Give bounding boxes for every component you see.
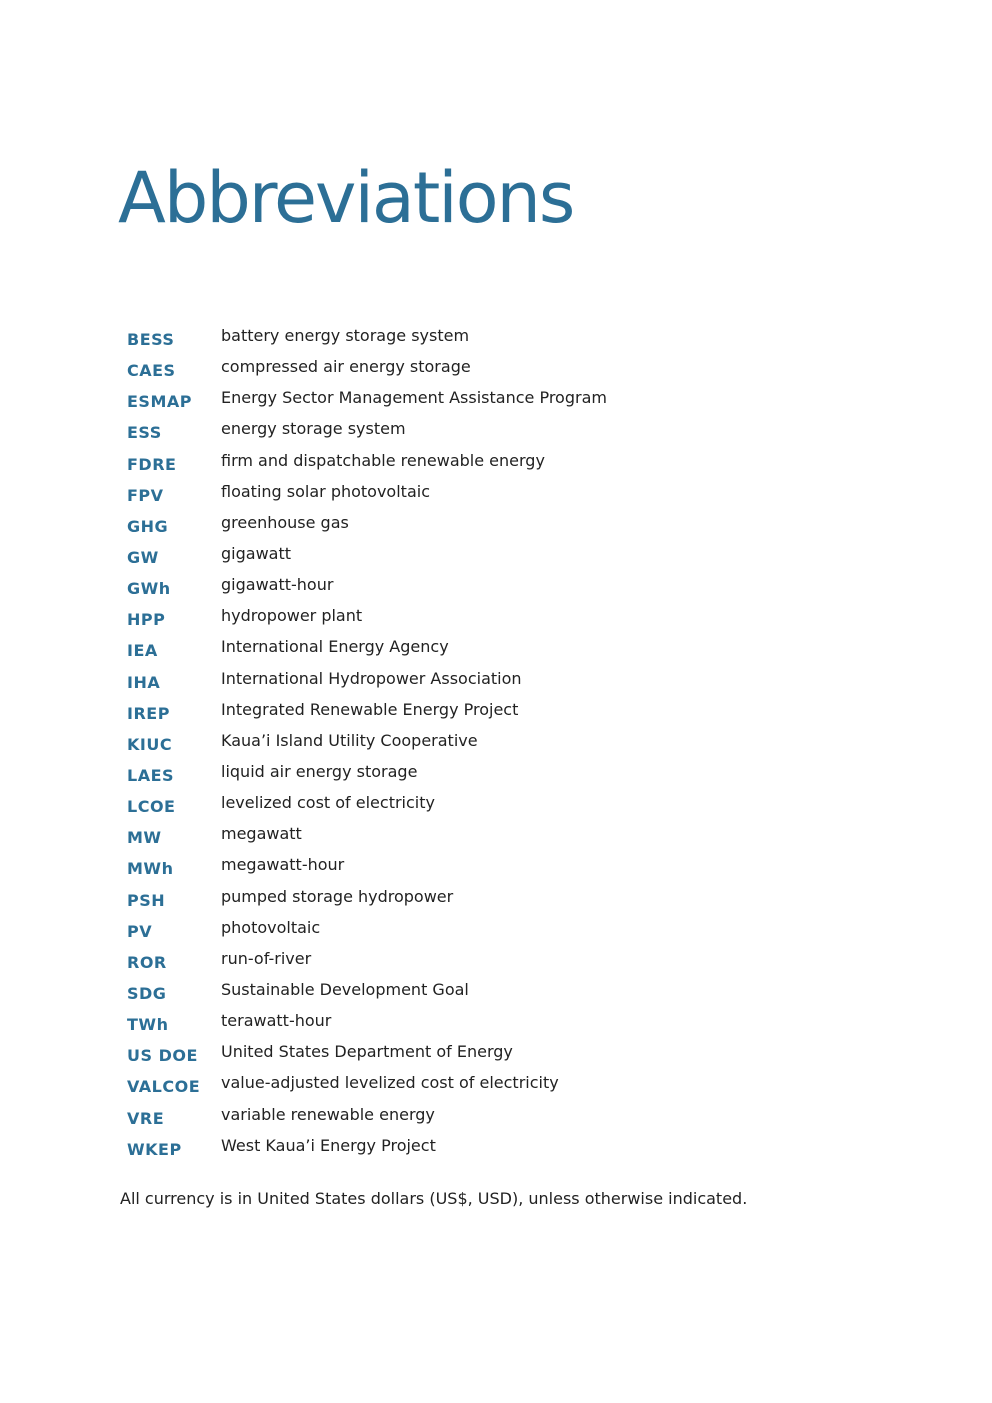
abbreviation-definition: International Energy Agency [221, 637, 449, 657]
abbreviation-definition: gigawatt [221, 543, 291, 563]
abbreviation-definition: Kaua’i Island Utility Cooperative [221, 730, 478, 750]
abbreviation-row [127, 604, 827, 635]
abbreviation-term: CAES [127, 361, 176, 381]
abbreviation-term: ROR [127, 952, 167, 972]
abbreviation-row [127, 386, 827, 417]
abbreviation-row [127, 760, 827, 791]
abbreviation-term: VALCOE [127, 1077, 201, 1097]
abbreviation-term: FPV [127, 485, 164, 505]
abbreviation-term: LAES [127, 765, 175, 785]
abbreviation-term: TWh [127, 1015, 169, 1035]
abbreviation-row [127, 355, 827, 386]
abbreviation-term: MWh [127, 859, 174, 879]
abbreviation-definition: variable renewable energy [221, 1104, 435, 1124]
abbreviation-term: IEA [127, 641, 158, 661]
abbreviation-term: FDRE [127, 454, 177, 474]
page-title: Abbreviations [118, 157, 574, 239]
abbreviation-term: LCOE [127, 797, 176, 817]
abbreviation-definition: liquid air energy storage [221, 761, 418, 781]
abbreviation-term: VRE [127, 1108, 165, 1128]
abbreviation-definition: West Kaua’i Energy Project [221, 1135, 436, 1155]
currency-note: All currency is in United States dollars (US$, USD), unless otherwise indicated. [120, 1189, 748, 1208]
abbreviation-row [127, 1134, 827, 1165]
abbreviation-definition: megawatt [221, 824, 302, 844]
abbreviation-term: ESMAP [127, 392, 192, 412]
abbreviation-term: BESS [127, 330, 175, 349]
abbreviation-definition: floating solar photovoltaic [221, 481, 430, 501]
abbreviation-row [127, 449, 827, 480]
abbreviation-list [127, 324, 827, 1165]
abbreviation-term: ESS [127, 423, 162, 443]
abbreviation-row [127, 511, 827, 542]
abbreviation-row [127, 542, 827, 573]
abbreviation-term: GW [127, 547, 159, 567]
abbreviation-row [127, 698, 827, 729]
abbreviation-definition: energy storage system [221, 419, 406, 439]
abbreviation-definition: United States Department of Energy [221, 1042, 513, 1062]
abbreviation-row [127, 667, 827, 698]
abbreviation-term: PV [127, 921, 153, 941]
abbreviation-definition: run-of-river [221, 948, 312, 968]
abbreviation-term: US DOE [127, 1046, 198, 1066]
abbreviation-row [127, 1103, 827, 1134]
abbreviation-term: IHA [127, 672, 161, 692]
abbreviation-row [127, 417, 827, 448]
abbreviation-row [127, 729, 827, 760]
abbreviation-row [127, 1009, 827, 1040]
abbreviation-term: SDG [127, 983, 167, 1003]
abbreviation-term: GHG [127, 516, 169, 536]
abbreviation-definition: battery energy storage system [221, 326, 470, 345]
abbreviation-definition: pumped storage hydropower [221, 886, 454, 906]
abbreviation-definition: value-adjusted levelized cost of electricity [221, 1073, 559, 1093]
abbreviation-definition: hydropower plant [221, 606, 363, 626]
abbreviation-row [127, 916, 827, 947]
abbreviation-definition: photovoltaic [221, 917, 321, 937]
abbreviation-definition: megawatt-hour [221, 855, 345, 875]
abbreviation-definition: compressed air energy storage [221, 357, 471, 377]
abbreviation-row [127, 635, 827, 666]
abbreviation-row [127, 324, 827, 355]
abbreviation-definition: Energy Sector Management Assistance Program [221, 388, 607, 408]
abbreviation-row [127, 885, 827, 916]
abbreviation-term: HPP [127, 610, 166, 630]
abbreviation-definition: International Hydropower Association [221, 668, 522, 688]
abbreviation-term: GWh [127, 579, 171, 599]
abbreviation-definition: greenhouse gas [221, 512, 349, 532]
abbreviation-term: IREP [127, 703, 170, 723]
abbreviation-definition: firm and dispatchable renewable energy [221, 450, 545, 470]
abbreviation-row [127, 947, 827, 978]
abbreviation-term: PSH [127, 890, 166, 910]
abbreviation-row [127, 822, 827, 853]
abbreviation-row [127, 791, 827, 822]
abbreviation-row [127, 1040, 827, 1071]
abbreviation-row [127, 1071, 827, 1102]
abbreviation-definition: terawatt-hour [221, 1011, 332, 1031]
abbreviation-definition: levelized cost of electricity [221, 793, 435, 813]
abbreviation-term: WKEP [127, 1139, 182, 1159]
abbreviation-row [127, 978, 827, 1009]
abbreviation-definition: Sustainable Development Goal [221, 979, 469, 999]
abbreviation-definition: Integrated Renewable Energy Project [221, 699, 519, 719]
abbreviation-row [127, 573, 827, 604]
abbreviation-term: MW [127, 828, 162, 848]
abbreviation-definition: gigawatt-hour [221, 575, 334, 595]
abbreviation-row [127, 853, 827, 884]
abbreviation-term: KIUC [127, 734, 173, 754]
abbreviation-row [127, 480, 827, 511]
